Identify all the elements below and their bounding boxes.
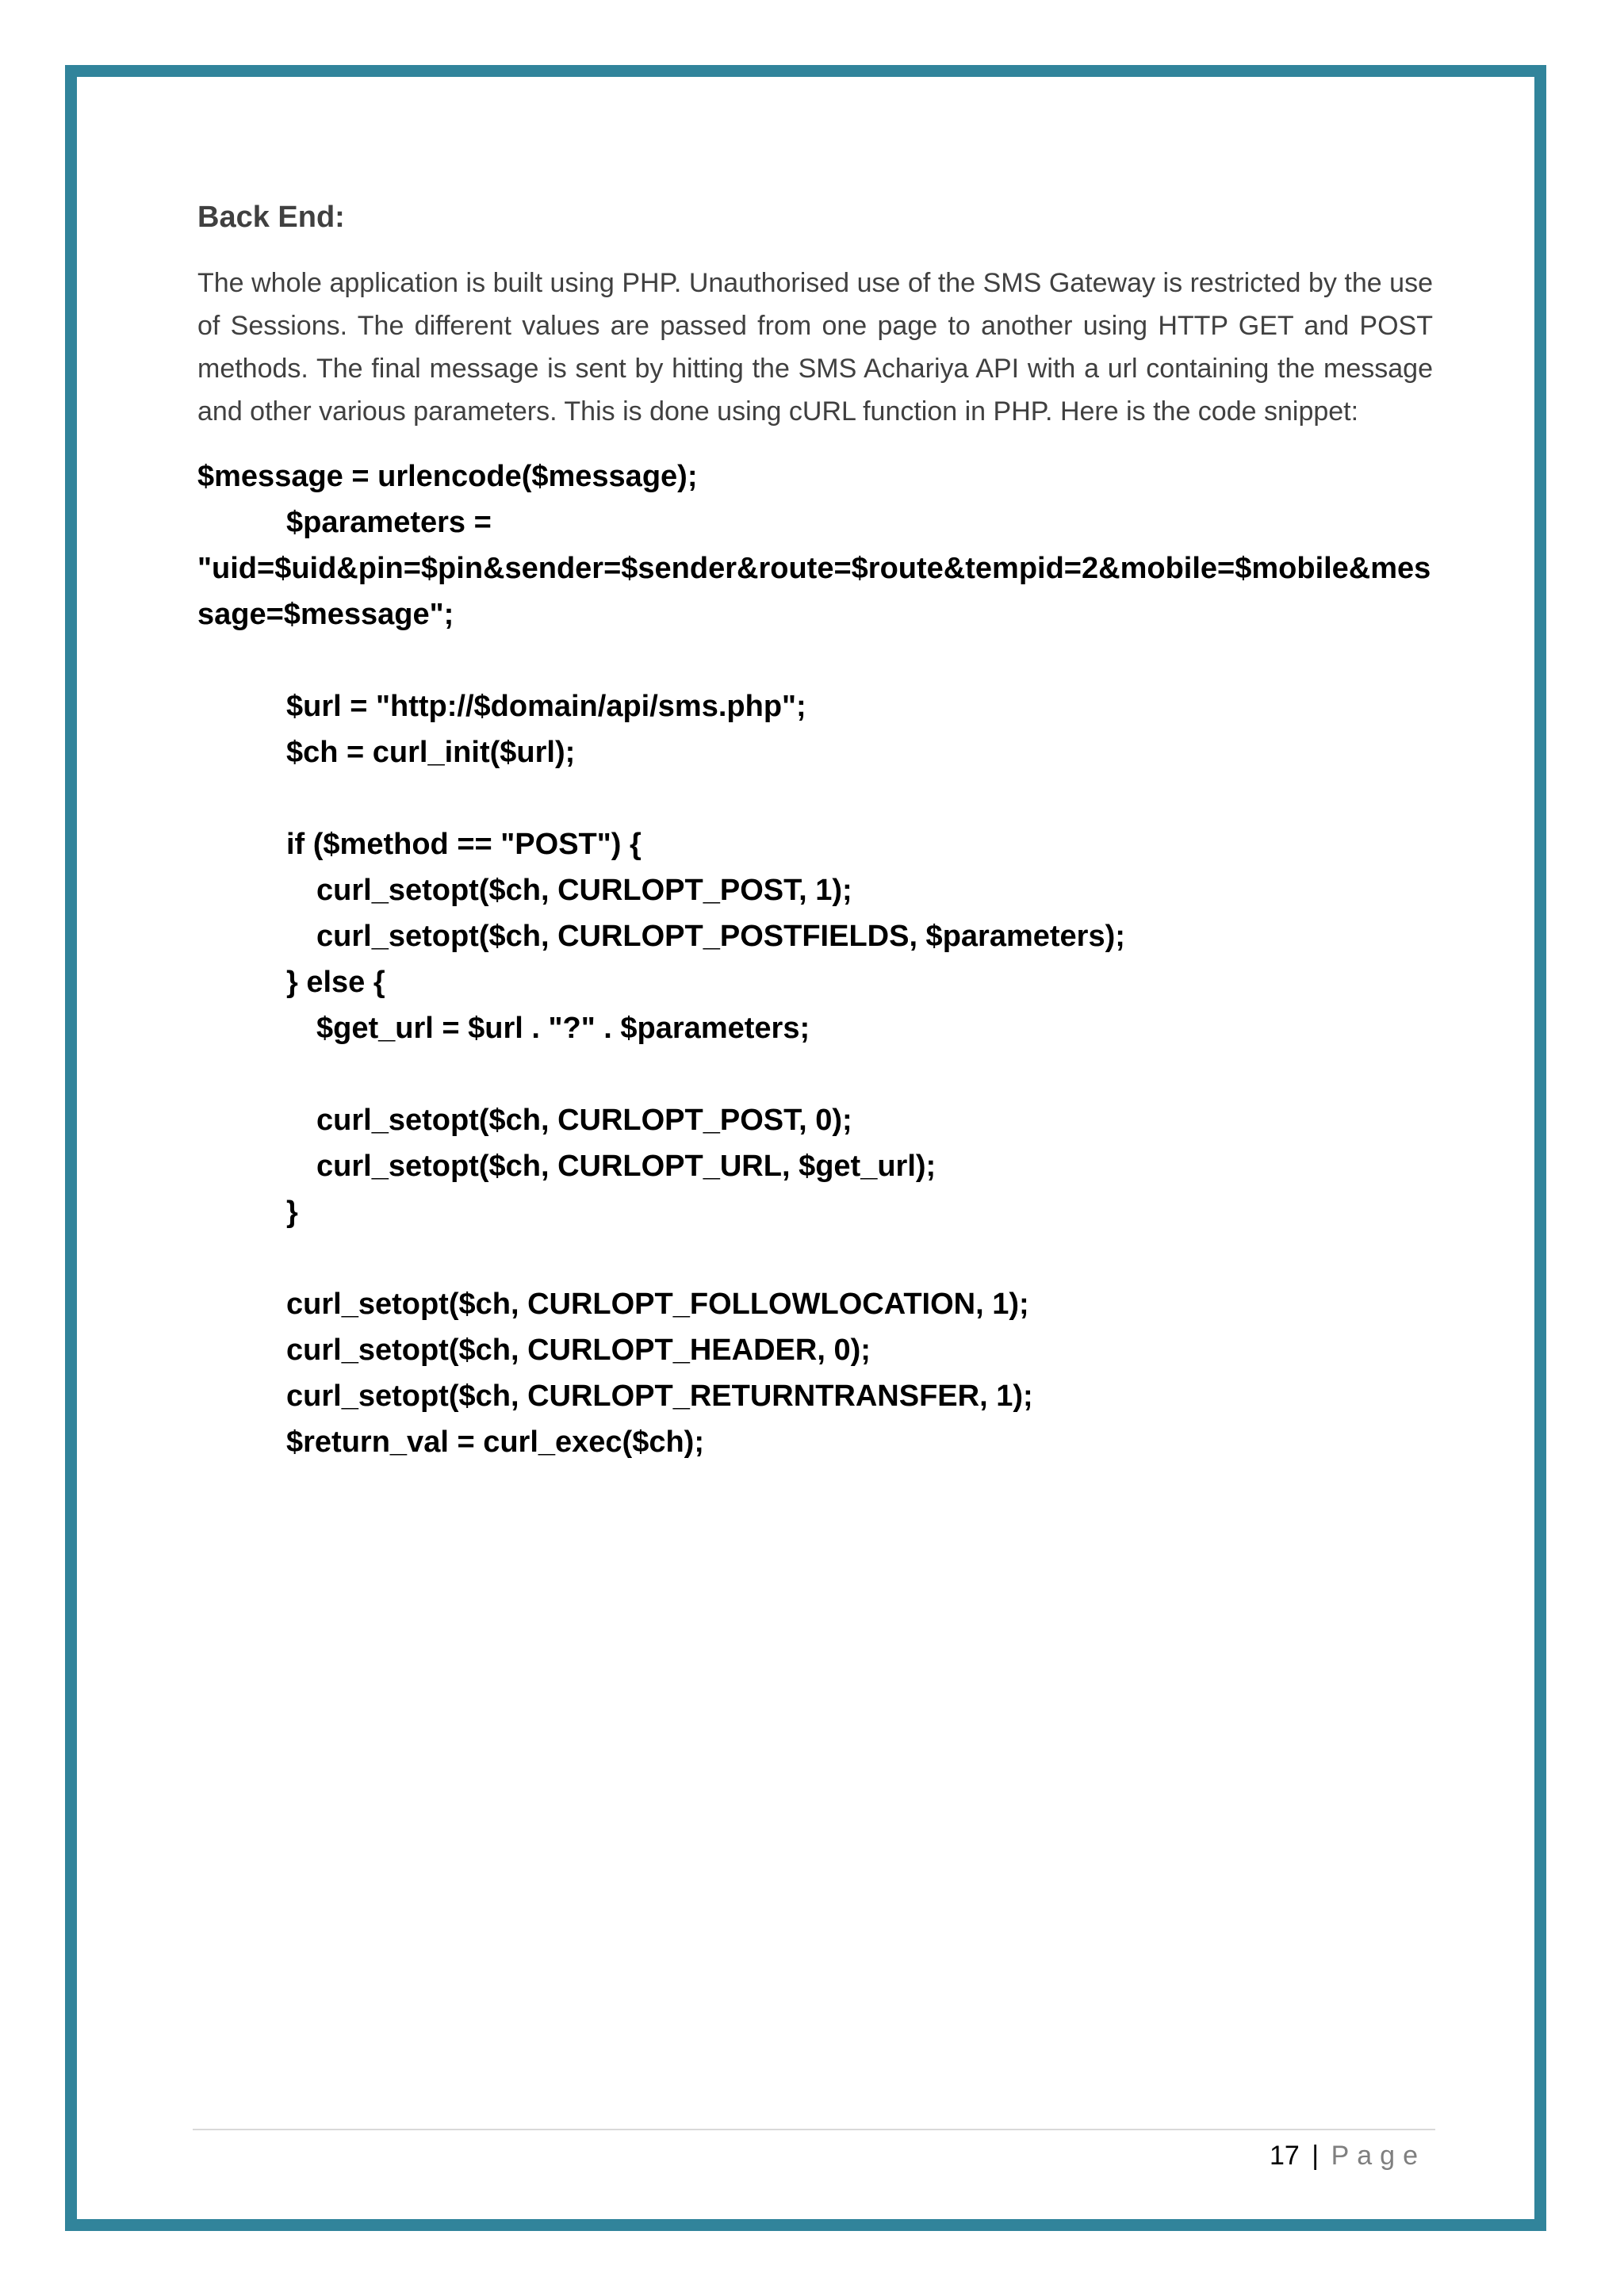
- footer-separator: |: [1312, 2141, 1320, 2171]
- code-line: }: [286, 1196, 298, 1229]
- blank-line: [197, 637, 1433, 683]
- page-label: Page: [1331, 2141, 1426, 2171]
- section-heading: Back End:: [197, 201, 345, 234]
- blank-line: [197, 1235, 1433, 1281]
- code-line: $parameters =: [286, 506, 492, 539]
- code-line: $message = urlencode($message);: [197, 460, 698, 493]
- code-line: curl_setopt($ch, CURLOPT_POSTFIELDS, $parameters);: [316, 920, 1125, 953]
- code-line: if ($method == "POST") {: [286, 828, 642, 861]
- code-line: curl_setopt($ch, CURLOPT_URL, $get_url);: [316, 1150, 936, 1183]
- intro-paragraph: The whole application is built using PHP. Unauthorised use of the SMS Gateway is restricted by the use of Sessions. The different values are passed from one page to another using HTTP GET and POST methods. The final message is sent by hitting the SMS Achariya API with a url containing the message and other various parameters. This is done using cURL function in PHP. Here is the code snippet:: [197, 268, 1433, 427]
- page-number: 17: [1270, 2141, 1300, 2171]
- page-content: [197, 197, 1433, 1465]
- blank-line: [197, 1051, 1433, 1097]
- page-footer: [1270, 2136, 1426, 2175]
- code-line: curl_setopt($ch, CURLOPT_HEADER, 0);: [286, 1334, 871, 1367]
- blank-line: [197, 775, 1433, 821]
- code-line: curl_setopt($ch, CURLOPT_FOLLOWLOCATION, 1);: [286, 1288, 1029, 1321]
- code-snippet: [197, 453, 1433, 1465]
- code-line: $get_url = $url . "?" . $parameters;: [316, 1012, 810, 1045]
- code-line: $ch = curl_init($url);: [286, 736, 576, 769]
- code-line: curl_setopt($ch, CURLOPT_POST, 1);: [316, 874, 852, 907]
- code-line: curl_setopt($ch, CURLOPT_POST, 0);: [316, 1104, 852, 1137]
- code-line: "uid=$uid&pin=$pin&sender=$sender&route=$route&tempid=2&mobile=$mobile&message=$message";: [197, 552, 1431, 631]
- code-line: $return_val = curl_exec($ch);: [286, 1425, 704, 1459]
- code-line: curl_setopt($ch, CURLOPT_RETURNTRANSFER, 1);: [286, 1380, 1033, 1413]
- code-line: } else {: [286, 966, 385, 999]
- code-line: $url = "http://$domain/api/sms.php";: [286, 690, 806, 723]
- footer-divider: [193, 2129, 1435, 2130]
